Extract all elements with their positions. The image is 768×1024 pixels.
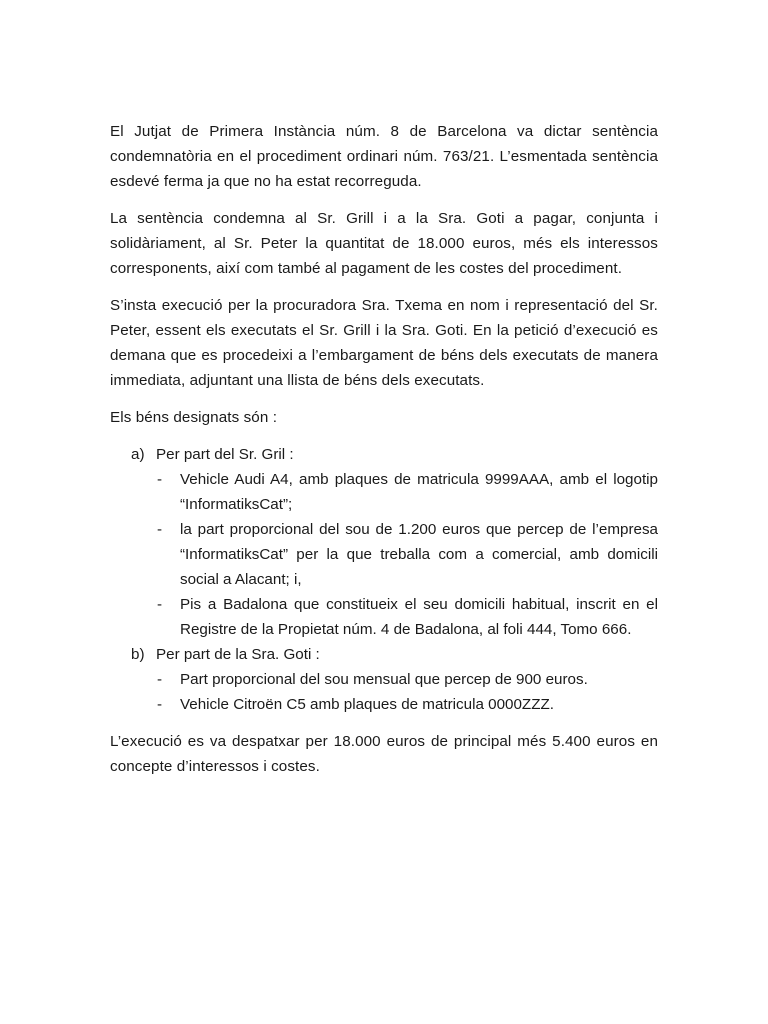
sublist-item-text: Vehicle Citroën C5 amb plaques de matricula 0000ZZZ. bbox=[180, 696, 554, 713]
list-label-a: Per part del Sr. Gril : bbox=[156, 446, 294, 463]
sublist-item-text: Pis a Badalona que constitueix el seu domicili habitual, inscrit en el Registre de la Propietat núm. 4 de Badalona, al foli 444, Tomo 666. bbox=[180, 596, 658, 638]
sublist-item bbox=[156, 592, 658, 642]
sublist-item bbox=[156, 467, 658, 517]
list-item-b bbox=[110, 642, 658, 717]
goods-list bbox=[110, 442, 658, 717]
dash-marker: - bbox=[157, 671, 163, 688]
dash-marker: - bbox=[157, 471, 163, 488]
sublist-b bbox=[156, 667, 658, 717]
list-marker-b: b) bbox=[131, 646, 145, 663]
sublist-a bbox=[156, 467, 658, 642]
sublist-item-text: Vehicle Audi A4, amb plaques de matricula 9999AAA, amb el logotip “InformatiksCat”; bbox=[180, 471, 658, 513]
paragraph-designated-goods: Els béns designats són : bbox=[110, 409, 278, 426]
paragraph-sentence: La sentència condemna al Sr. Grill i a la Sra. Goti a pagar, conjunta i solidàriament, al Sr. Peter la quantitat de 18.000 euros, més els interessos corresponents, així com també al pagament de les costes del procediment. bbox=[110, 210, 658, 277]
paragraph-judgment: El Jutjat de Primera Instància núm. 8 de Barcelona va dictar sentència condemnatòria en el procediment ordinari núm. 763/21. L’esmentada sentència esdevé ferma ja que no ha estat recorreguda. bbox=[110, 123, 658, 190]
list-item-a bbox=[110, 442, 658, 642]
dash-marker: - bbox=[157, 696, 163, 713]
sublist-item bbox=[156, 667, 658, 692]
dash-marker: - bbox=[157, 521, 163, 538]
sublist-item-text: Part proporcional del sou mensual que percep de 900 euros. bbox=[180, 671, 588, 688]
paragraph-execution-request: S’insta execució per la procuradora Sra. Txema en nom i representació del Sr. Peter, essent els executats el Sr. Grill i la Sra. Goti. En la petició d’execució es demana que es procedeixi a l’embargament de béns dels executats de manera immediata, adjuntant una llista de béns dels executats. bbox=[110, 297, 658, 389]
sublist-item bbox=[156, 517, 658, 592]
sublist-item-text: la part proporcional del sou de 1.200 euros que percep de l’empresa “InformatiksCat” per la que treballa com a comercial, amb domicili social a Alacant; i, bbox=[180, 521, 658, 588]
list-marker-a: a) bbox=[131, 446, 145, 463]
dash-marker: - bbox=[157, 596, 163, 613]
paragraph-dispatch: L’execució es va despatxar per 18.000 euros de principal més 5.400 euros en concepte d’interessos i costes. bbox=[110, 733, 658, 775]
sublist-item bbox=[156, 692, 658, 717]
list-label-b: Per part de la Sra. Goti : bbox=[156, 646, 320, 663]
